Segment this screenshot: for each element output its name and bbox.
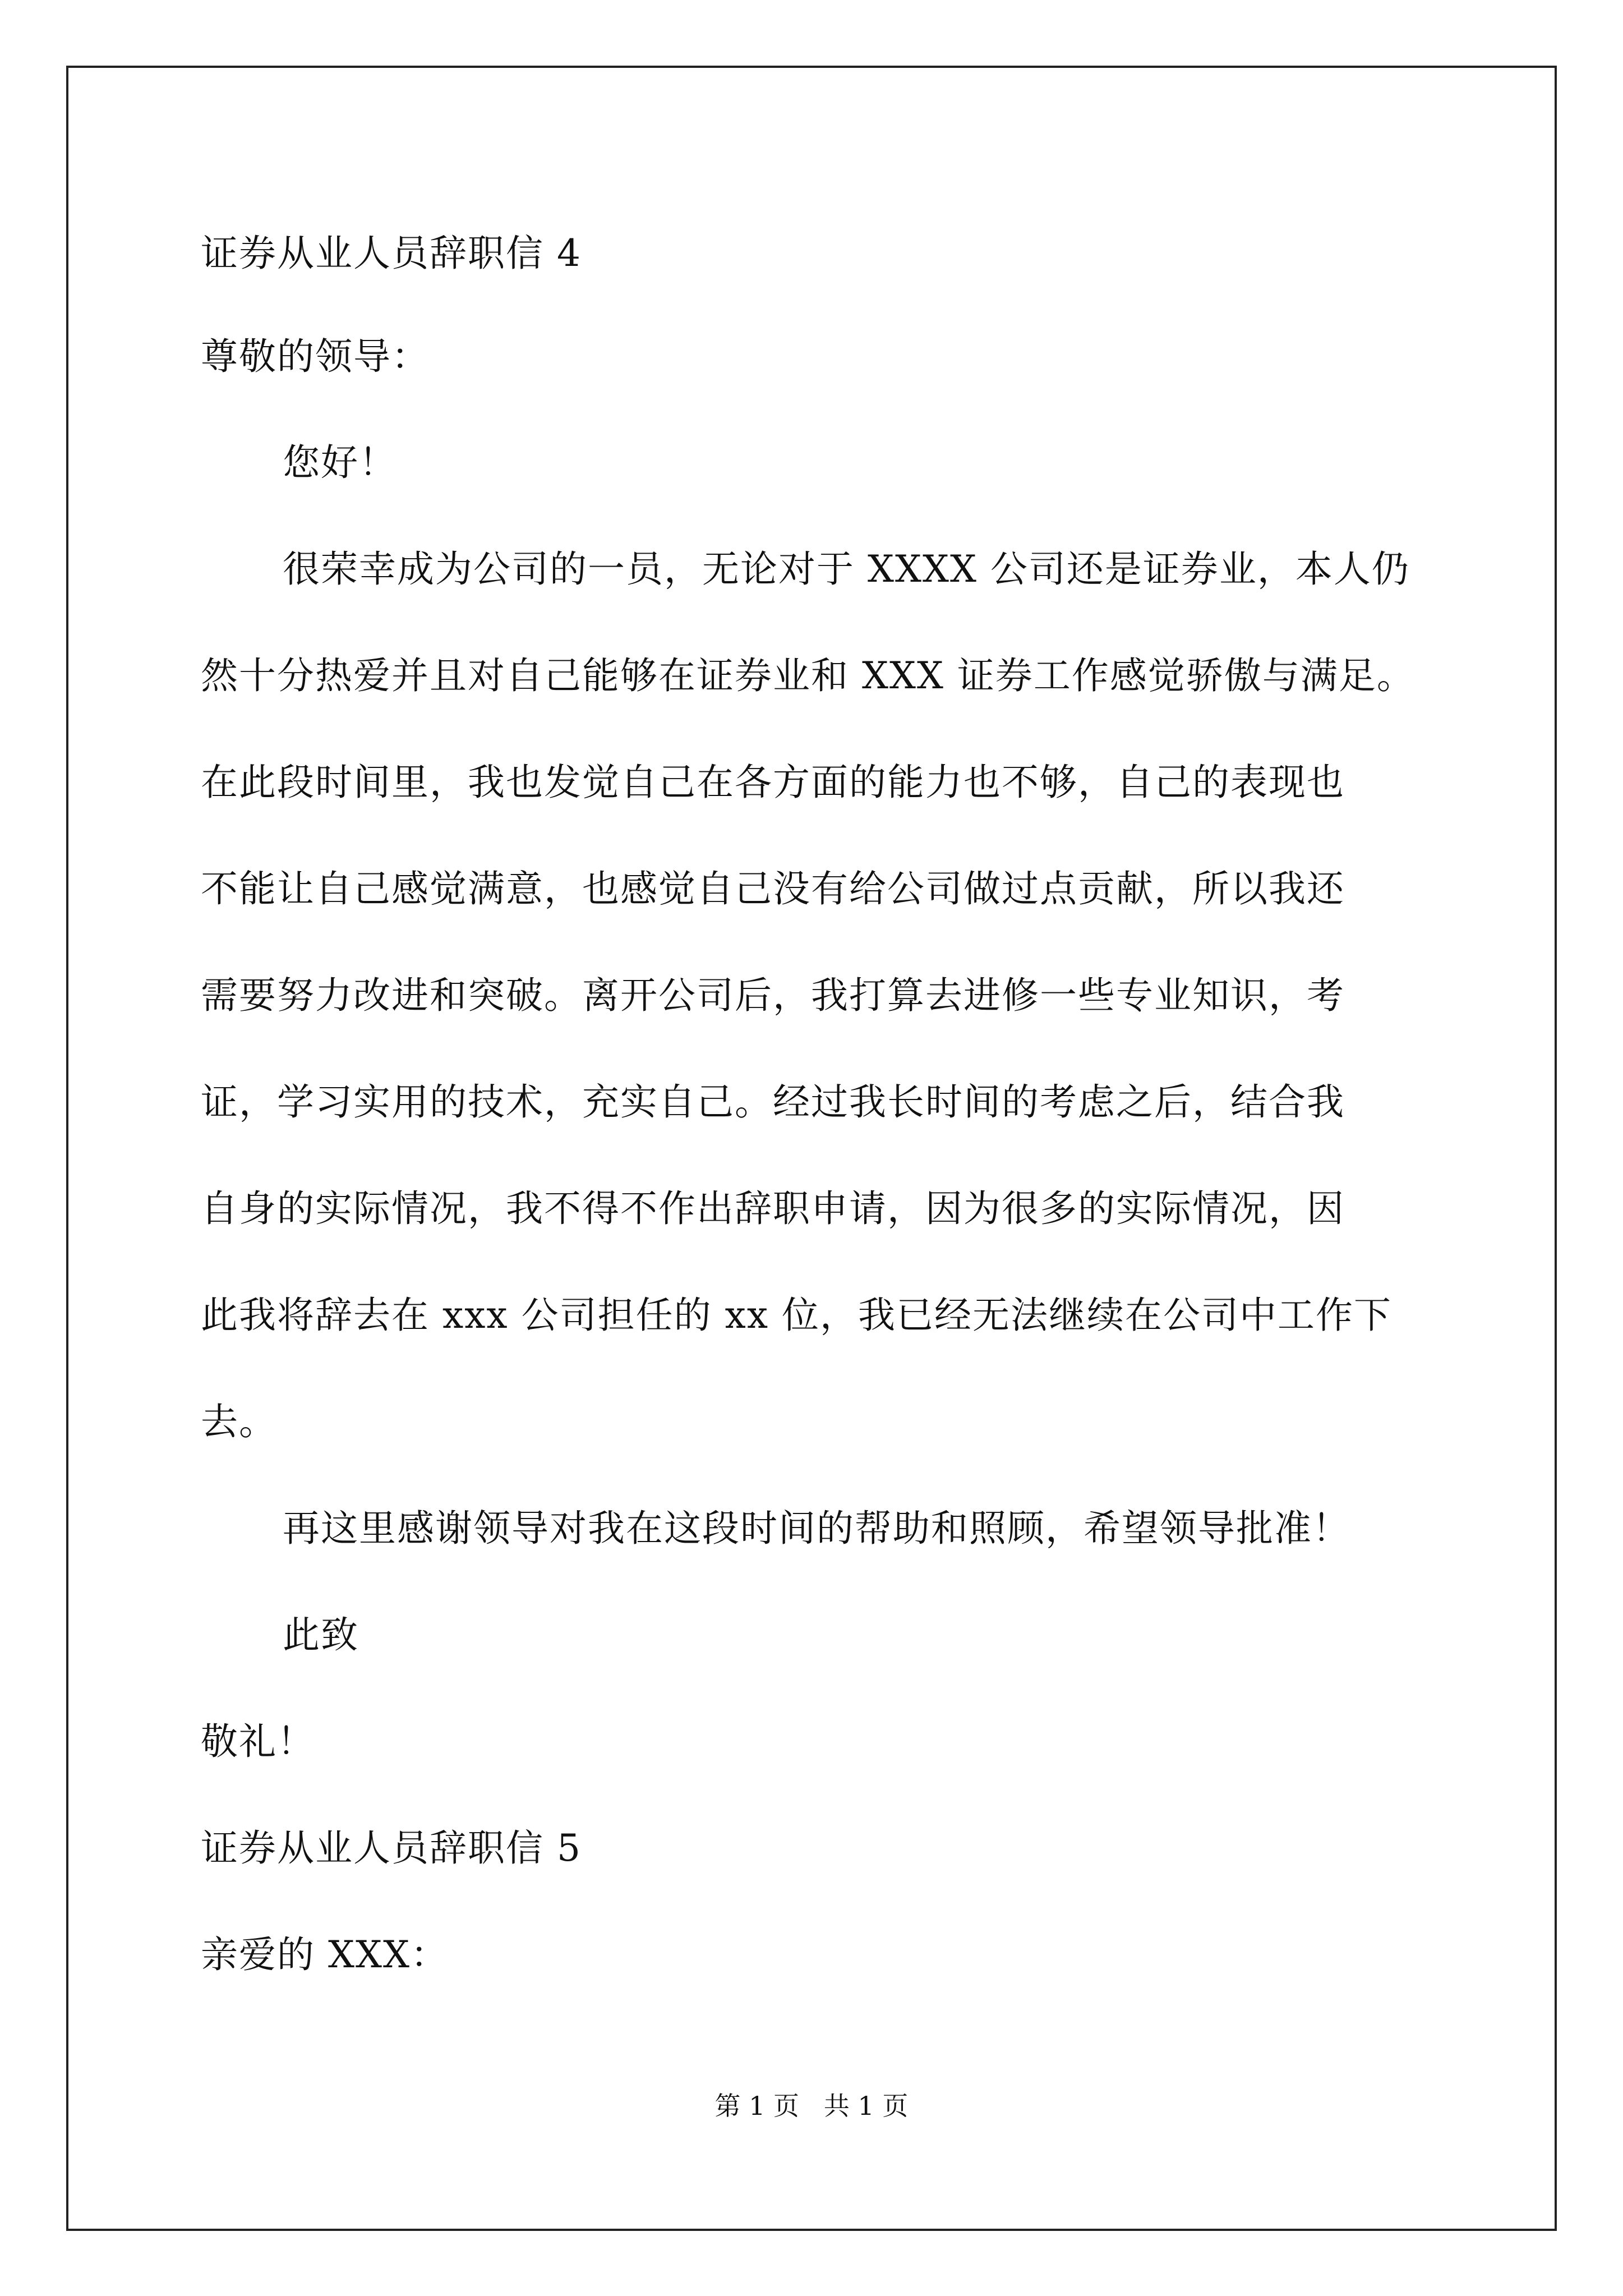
body-line: 自身的实际情况，我不得不作出辞职申请，因为很多的实际情况，因: [201, 1187, 1345, 1230]
closing-ci-zhi: 此致: [283, 1613, 359, 1657]
body-line: 不能让自己感觉满意，也感觉自己没有给公司做过点贡献，所以我还: [201, 867, 1345, 910]
body-line: 在此段时间里，我也发觉自己在各方面的能力也不够，自己的表现也: [201, 761, 1345, 804]
body-line: 证，学习实用的技术，充实自己。经过我长时间的考虑之后，结合我: [201, 1080, 1345, 1124]
greeting: 您好！: [283, 441, 397, 484]
body-line: 此我将辞去在 xxx 公司担任的 xx 位，我已经无法继续在公司中工作下: [201, 1294, 1393, 1337]
section-title-4: 证券从业人员辞职信 4: [201, 232, 582, 275]
salutation: 尊敬的领导：: [201, 335, 430, 378]
body-line: 需要努力改进和突破。离开公司后，我打算去进修一些专业知识，考: [201, 974, 1345, 1017]
body-line: 去。: [201, 1400, 277, 1443]
body-line: 很荣幸成为公司的一员，无论对于 XXXX 公司还是证券业，本人仍: [283, 547, 1410, 591]
page-footer: 第 1 页 共 1 页: [714, 2091, 909, 2121]
page-border: [66, 66, 1557, 2231]
section-title-5: 证券从业人员辞职信 5: [201, 1826, 582, 1870]
closing-jing-li: 敬礼！: [201, 1720, 315, 1763]
body-line: 然十分热爱并且对自己能够在证券业和 XXX 证券工作感觉骄傲与满足。: [201, 654, 1415, 697]
section5-salutation: 亲爱的 XXX：: [201, 1933, 449, 1976]
thanks-paragraph: 再这里感谢领导对我在这段时间的帮助和照顾，希望领导批准！: [283, 1507, 1350, 1550]
